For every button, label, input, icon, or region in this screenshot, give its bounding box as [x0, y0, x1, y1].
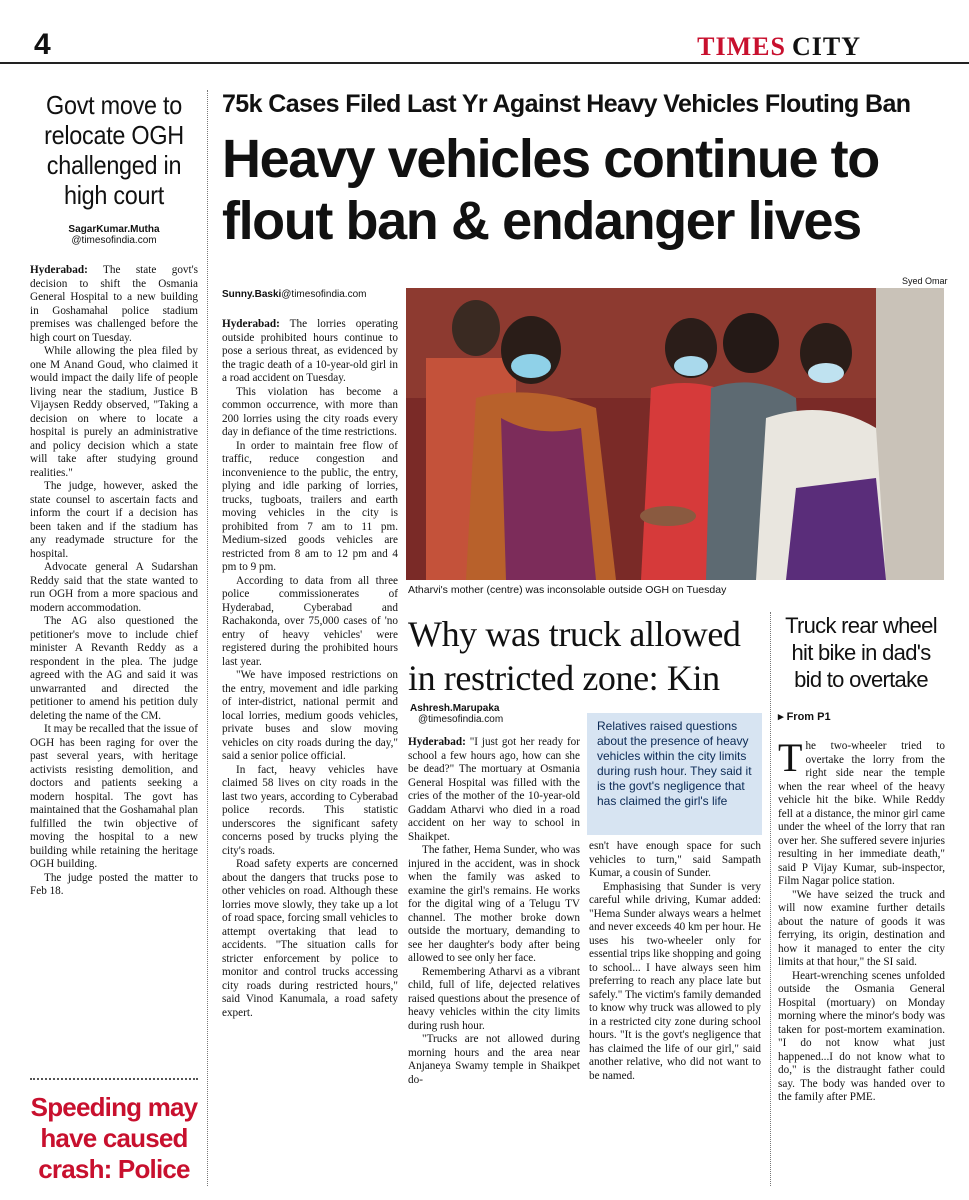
dateline: Hyderabad:: [222, 318, 280, 330]
kin-story-headline: Why was truck allowed in restricted zone: Kin: [408, 614, 741, 698]
truck-story-headline: Truck rear wheel hit bike in dad's bid to overtake: [785, 613, 937, 692]
kin-story-col2: [589, 840, 761, 1083]
main-byline-email: @timesofindia.com: [281, 289, 367, 300]
left-byline-name: SagarKumar.Mutha: [68, 224, 160, 235]
left-story-headline: Govt move to relocate OGH challenged in high court: [44, 90, 184, 210]
header-rule: [0, 62, 969, 64]
dateline: Hyderabad:: [30, 264, 88, 276]
kin-story-col1: [408, 736, 580, 1087]
bottom-headline: Speeding may have caused crash: Police: [30, 1092, 198, 1184]
continued-from: ▸ From P1: [778, 711, 831, 723]
main-byline: [222, 289, 397, 300]
section-brand: TIMES: [697, 32, 786, 61]
main-kicker: 75k Cases Filed Last Yr Against Heavy Vehicles Flouting Ban: [222, 90, 911, 118]
main-story-body: [222, 318, 398, 1020]
photo-illustration: [406, 288, 944, 580]
article-paragraph: Hyderabad: The lorries operating outside prohibited hours continue to pose a serious threat, as evidenced by the tragic death of a 10-year-old girl in a road accident on Tuesday.: [222, 318, 398, 384]
news-photo: [406, 288, 944, 580]
kin-byline-email: @timesofindia.com: [418, 714, 504, 725]
article-paragraph: The judge posted the matter to Feb 18.: [30, 871, 198, 897]
article-paragraph: In fact, heavy vehicles have claimed 58 lives on city roads in the last two years, according to Cyberabad police records. This statistic underscores the significant safety concerns posed by trucks plying the city's roads.: [222, 763, 398, 857]
article-paragraph: The father, Hema Sunder, who was injured in the accident, was in shock when the family was asked to examine the girl's remains. He works for the digital wing of a Telugu TV channel. The mother broke down outside the mortuary, demanding to see her daughter's body after being allowed to see only her face.: [408, 844, 580, 964]
article-paragraph: Heart-wrenching scenes unfolded outside the Osmania General Hospital (mortuary) on Monday morning where the minor's body was taken for post-mortem examination. "I do not know what just happened...I do not know what to do," is the distraught father could say. The body was handed over to the family after PME.: [778, 969, 945, 1103]
article-paragraph: Road safety experts are concerned about the dangers that trucks pose to other vehicles on road. Although these lorries move slowly, they take up a lot of road space, forcing small vehicles to attempt overtaking that lead to accidents. "The situation calls for stricter enforcement by police to monitor and control trucks accessing city roads during restricted hours," said Vinod Kanumala, a road safety expert.: [222, 858, 398, 1019]
article-paragraph: Emphasising that Sunder is very careful while driving, Kumar added: "Hema Sunder always wears a helmet and never exceeds 40 km per hour. He uses his two-wheeler only for essential trips like shopping and going to school... I have always seen him preferring to reach any place late but safely." The victim's family demanded to know why truck was allowed to ply in a restricted city zone during school hours. "It is the govt's negligence that has claimed the life of our girl," said another relative, who did not want to be named.: [589, 880, 761, 1082]
article-paragraph: "Trucks are not allowed during morning hours and the area near Anjaneya Swamy temple in Shaikpet do-: [408, 1033, 580, 1086]
column-divider: [207, 90, 208, 1186]
page-number: 4: [34, 28, 51, 61]
article-paragraph: esn't have enough space for such vehicles to turn," said Sampath Kumar, a cousin of Sunder.: [589, 840, 761, 879]
pull-quote: Relatives raised questions about the presence of heavy vehicles within the city limits during rush hour. They said it is the govt's negligence that has claimed the girl's life: [587, 713, 762, 835]
article-paragraph: "We have imposed restrictions on the entry, movement and idle parking of inter-district, national permit and local lorries, medium goods vehicles, private buses and slow moving vehicles on city roads during the day," said a senior police official.: [222, 669, 398, 762]
article-paragraph: Hyderabad: The state govt's decision to shift the Osmania General Hospital to a new building in Goshamahal police stadium premises was challenged before the high court on Tuesday.: [30, 264, 198, 344]
article-paragraph: Hyderabad: "I just got her ready for school a few hours ago, how can she be dead?" The mortuary at Osmania General Hospital was filled with the cries of the mother of the 10-year-old Gaddam Atharvi who died in a road accident on her way to school in Shaikpet.: [408, 736, 580, 843]
photo-credit: Syed Omar: [902, 276, 948, 286]
divider: [30, 1078, 198, 1080]
article-paragraph: The judge, however, asked the state counsel to ascertain facts and inform the court if a decision has been taken and if the stadium has any readymade structure for the hospital.: [30, 480, 198, 560]
article-paragraph: While allowing the plea filed by one M Anand Goud, who claimed it would impact the daily life of people living near the stadium, Justice B Vijaysen Reddy observed, "Taking a decision on where to locate a hospital is purely an administrative and policy decision which a state will take after studying ground realities.": [30, 345, 198, 479]
main-headline: Heavy vehicles continue to flout ban & endanger lives: [222, 129, 879, 251]
left-story-byline: [30, 224, 198, 246]
left-story-body: [30, 264, 198, 899]
article-paragraph: "We have seized the truck and will now examine further details about the nature of goods it was ferrying, its origin, destination and how it managed to enter the city limits at that hour," the SI said.: [778, 888, 945, 968]
truck-story-body: [778, 735, 945, 1105]
left-story: [30, 90, 198, 899]
article-paragraph: It may be recalled that the issue of OGH has been raging for over the past several years, with heritage activists resisting demolition, and doctors and patients seeking a modern hospital. The govt has maintained that the Goshamahal plan fulfilled the twin objective of moving the hospital to a new building while retaining the heritage OGH building.: [30, 723, 198, 870]
column-divider: [770, 612, 771, 1186]
article-paragraph: The two-wheeler tried to overtake the lorry from the right side near the temple when the rear wheel of the heavy vehicle hit the bike. While Reddy fell at a distance, the minor girl came under the wheel of the lorry that ran over her. She suffered severe injuries resulting in her immediate death," said P Vijay Kumar, sub-inspector, Film Nagar police station.: [778, 735, 945, 887]
kin-story-byline: [410, 703, 503, 725]
section-title: [697, 32, 861, 62]
section-name: CITY: [791, 32, 861, 61]
main-byline-name: Sunny.Baski: [222, 289, 282, 300]
article-paragraph: In order to maintain free flow of traffic, reduce congestion and inconvenience to the public, the entry, plying and idle parking of lorries, trucks, tugboats, trailers and earth moving vehicles in the city is prohibited from 7 am to 11 pm. Medium-sized goods vehicles are restricted from 8 am to 12 pm and 4 pm to 9 pm.: [222, 439, 398, 573]
dateline: Hyderabad:: [408, 736, 466, 748]
article-paragraph: This violation has become a common occurrence, with more than 200 lorries using the city roads every day in defiance of the time restrictions.: [222, 385, 398, 438]
article-paragraph: The AG also questioned the petitioner's move to include chief minister A Revanth Reddy as a respondent in the plea. The judge agreed with the AG and said it was unwarranted and directed the petitioner to amend his petition duly deleting the name of the CM.: [30, 615, 198, 722]
kin-byline-name: Ashresh.Marupaka: [410, 703, 500, 714]
photo-caption: Atharvi's mother (centre) was inconsolable outside OGH on Tuesday: [408, 584, 727, 596]
left-byline-email: @timesofindia.com: [71, 235, 157, 246]
article-paragraph: Remembering Atharvi as a vibrant child, full of life, dejected relatives raised questions about the presence of heavy vehicles within the city limits during rush hour.: [408, 965, 580, 1032]
article-paragraph: Advocate general A Sudarshan Reddy said that the state wanted to run OGH from a more spacious and modern accommodation.: [30, 561, 198, 614]
article-paragraph: According to data from all three police commissionerates of Hyderabad, Cyberabad and Rachakonda, over 75,000 cases of 'no entry of heavy vehicles' were registered during the prohibited hours last year.: [222, 574, 398, 668]
